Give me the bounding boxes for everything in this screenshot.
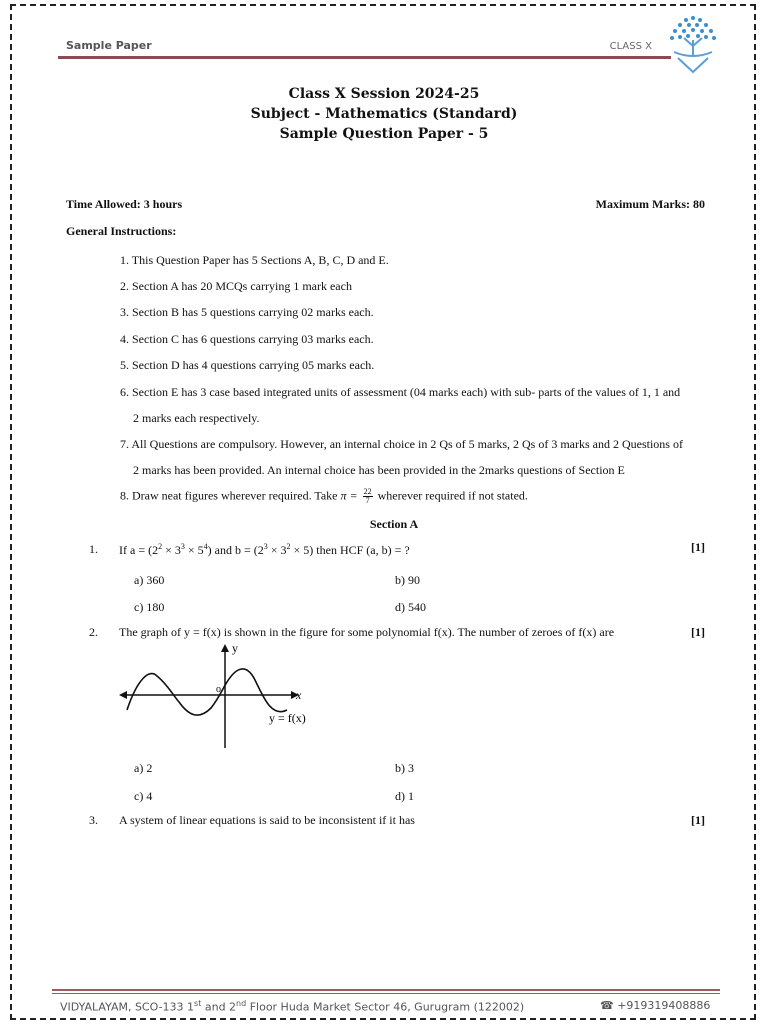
page-border: [10, 4, 756, 1020]
q1-marks: [1]: [691, 540, 705, 554]
maximum-marks: Maximum Marks: 80: [595, 197, 705, 211]
q1-part: × 5: [184, 543, 204, 557]
section-a-heading: Section A: [369, 517, 419, 531]
paper-title-session: Class X Session 2024-25: [288, 86, 480, 102]
origin-label: o: [216, 684, 221, 695]
paper-title-number: Sample Question Paper - 5: [279, 126, 489, 142]
instruction-4: 4. Section C has 6 questions carrying 03 marks each.: [120, 332, 374, 346]
instruction-7-line1: 7. All Questions are compulsory. However, an internal choice in 2 Qs of 5 marks, 2 Qs of 3 marks and 2 Questions of: [120, 437, 683, 451]
instruction-8: [120, 488, 528, 505]
footer-sup-st: st: [194, 999, 202, 1008]
footer-address-mid: and 2: [201, 1000, 237, 1014]
q1-option-d: d) 540: [395, 600, 426, 614]
header-right-label: CLASS X: [609, 41, 652, 52]
q1-number: 1.: [89, 542, 98, 556]
pi-fraction-denominator: 7: [365, 496, 370, 505]
footer-divider: [52, 989, 720, 991]
footer-address-start: VIDYALAYAM, SCO-133 1: [60, 1000, 195, 1014]
instruction-3: 3. Section B has 5 questions carrying 02 marks each.: [120, 305, 374, 319]
header-left-label: Sample Paper: [66, 39, 152, 52]
polynomial-graph: [115, 640, 315, 752]
q2-number: 2.: [89, 625, 98, 639]
pi-fraction: [363, 488, 373, 505]
q1-part: × 3: [162, 543, 181, 557]
instruction-5: 5. Section D has 4 questions carrying 05 marks each.: [120, 358, 375, 372]
instruction-8-text: 8. Draw neat figures wherever required. Take: [120, 488, 338, 503]
instruction-6-line2: 2 marks each respectively.: [133, 411, 260, 425]
q1-part: If a = (2: [119, 543, 159, 557]
footer-address-end: Floor Huda Market Sector 46, Gurugram (122002): [246, 1000, 525, 1014]
instruction-6-line1: 6. Section E has 3 case based integrated units of assessment (04 marks each) with sub- parts of the values of 1, 1 and: [120, 385, 681, 399]
q1-part: ) and b = (2: [207, 543, 264, 557]
q1-sup: 2: [158, 542, 163, 551]
y-axis-label: y: [232, 641, 238, 655]
footer-phone: ☎ +919319408886: [600, 999, 711, 1012]
y-axis-arrow: [221, 644, 229, 652]
instruction-8-text-end: wherever required if not stated.: [377, 488, 528, 503]
q1-sup: 4: [203, 542, 208, 551]
q2-option-a: a) 2: [134, 761, 153, 775]
q2-option-b: b) 3: [395, 761, 414, 775]
x-axis-label: x: [296, 688, 302, 702]
pi-equals: π =: [340, 488, 358, 503]
q3-number: 3.: [89, 813, 98, 827]
q1-option-a: a) 360: [134, 573, 165, 587]
q1-sup: 3: [180, 542, 185, 551]
footer-sup-nd: nd: [236, 999, 247, 1008]
polynomial-curve: [127, 669, 287, 715]
curve-label: y = f(x): [269, 711, 306, 725]
q3-text: A system of linear equations is said to be inconsistent if it has: [119, 813, 415, 827]
q2-text: The graph of y = f(x) is shown in the figure for some polynomial f(x). The number of zeroes of f(x) are: [119, 625, 615, 639]
pi-fraction-numerator: 22: [363, 487, 372, 496]
instruction-2: 2. Section A has 20 MCQs carrying 1 mark each: [120, 279, 352, 293]
q1-part: × 3: [267, 543, 287, 557]
q1-sup: 2: [286, 542, 291, 551]
q2-option-c: c) 4: [134, 789, 153, 803]
q1-text: [119, 542, 410, 558]
header-divider: [58, 56, 671, 59]
instruction-7-line2: 2 marks has been provided. An internal choice has been provided in the 2marks questions of Section E: [133, 463, 625, 477]
instructions-heading: General Instructions:: [66, 224, 177, 238]
q1-option-b: b) 90: [395, 573, 420, 587]
q1-option-c: c) 180: [134, 600, 165, 614]
x-axis-left-arrow: [119, 691, 127, 699]
tree-logo-icon: [662, 10, 724, 76]
instruction-1: 1. This Question Paper has 5 Sections A, B, C, D and E.: [120, 253, 389, 267]
q2-marks: [1]: [691, 625, 705, 639]
footer-divider-thin: [52, 993, 720, 994]
footer-address: [60, 999, 524, 1014]
q3-marks: [1]: [691, 813, 705, 827]
q2-option-d: d) 1: [395, 789, 414, 803]
paper-title-subject: Subject - Mathematics (Standard): [250, 106, 518, 122]
q1-part: × 5) then HCF (a, b) = ?: [290, 543, 410, 557]
q1-sup: 3: [263, 542, 268, 551]
time-allowed: Time Allowed: 3 hours: [66, 197, 183, 211]
